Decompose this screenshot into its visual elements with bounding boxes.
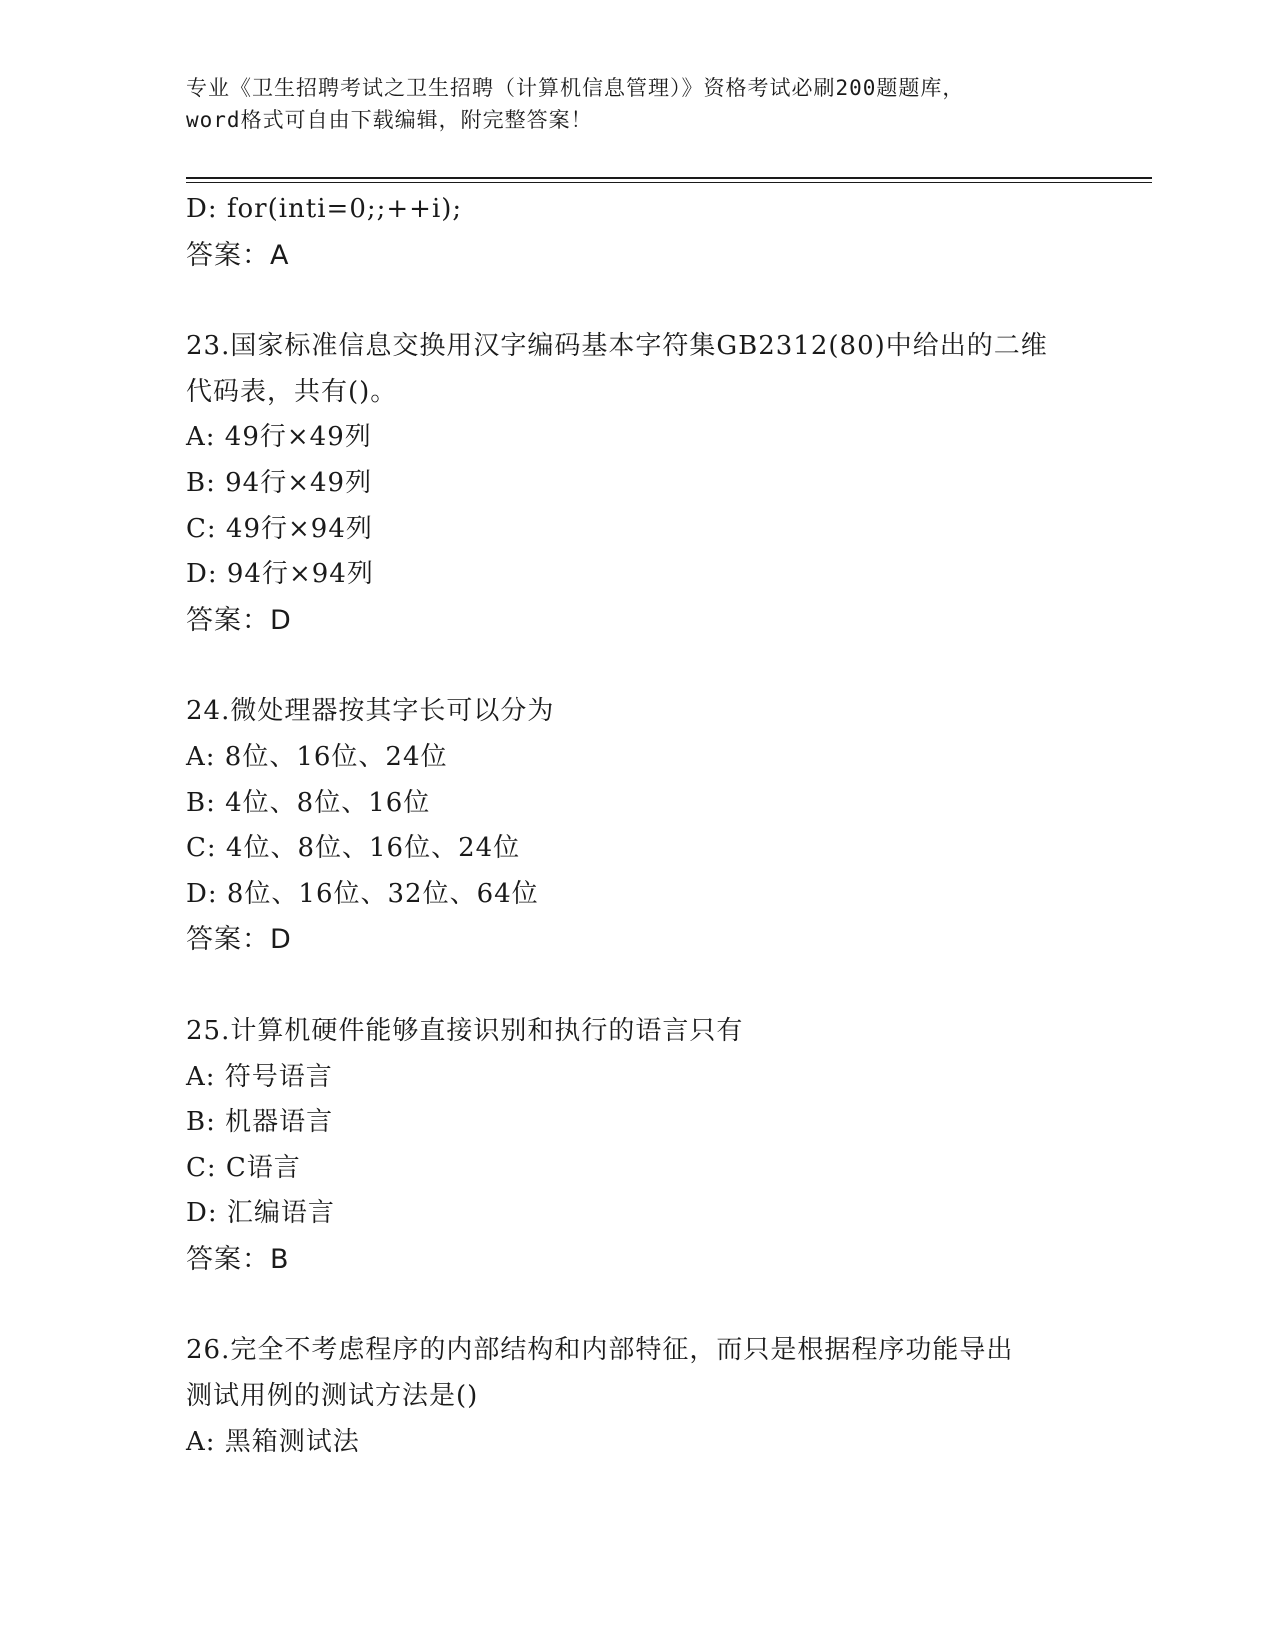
question-stem: 25.计算机硬件能够直接识别和执行的语言只有 bbox=[186, 1015, 744, 1046]
answer: 答案：D bbox=[186, 924, 292, 956]
question-stem: 24.微处理器按其字长可以分为 bbox=[186, 696, 555, 727]
option-c: C: 49行×94列 bbox=[186, 513, 373, 544]
document-header bbox=[186, 72, 1086, 136]
option-a: A: 符号语言 bbox=[186, 1061, 333, 1092]
question-stem-continued: 测试用例的测试方法是() bbox=[186, 1381, 479, 1412]
option-a: A: 8位、16位、24位 bbox=[186, 741, 448, 772]
question-stem: 26.完全不考虑程序的内部结构和内部特征，而只是根据程序功能导出 bbox=[186, 1335, 1014, 1366]
answer: 答案：A bbox=[186, 239, 290, 271]
question-stem-continued: 代码表，共有()。 bbox=[186, 376, 398, 407]
option-b: B: 94行×49列 bbox=[186, 467, 373, 498]
spacer bbox=[186, 963, 1086, 1009]
answer: 答案：B bbox=[186, 1243, 290, 1275]
option-d: D: for(inti=0;;++i); bbox=[186, 194, 463, 224]
option-a: A: 黑箱测试法 bbox=[186, 1426, 360, 1457]
header-divider-thick bbox=[186, 177, 1152, 179]
question-list bbox=[186, 187, 1086, 1465]
option-d: D: 汇编语言 bbox=[186, 1198, 335, 1229]
spacer bbox=[186, 278, 1086, 324]
spacer bbox=[186, 643, 1086, 689]
question-25 bbox=[186, 1009, 1086, 1283]
option-b: B: 机器语言 bbox=[186, 1107, 334, 1138]
answer: 答案：D bbox=[186, 604, 292, 636]
option-c: C: C语言 bbox=[186, 1152, 301, 1183]
question-24 bbox=[186, 689, 1086, 963]
question-stem: 23.国家标准信息交换用汉字编码基本字符集GB2312(80)中给出的二维 bbox=[186, 331, 1048, 362]
question-26 bbox=[186, 1328, 1086, 1465]
option-b: B: 4位、8位、16位 bbox=[186, 787, 431, 818]
question-23 bbox=[186, 324, 1086, 643]
header-line-1: 专业《卫生招聘考试之卫生招聘（计算机信息管理）》资格考试必刷200题题库， bbox=[186, 76, 965, 100]
option-a: A: 49行×49列 bbox=[186, 422, 372, 453]
spacer bbox=[186, 1282, 1086, 1328]
option-c: C: 4位、8位、16位、24位 bbox=[186, 833, 521, 864]
header-divider-thin bbox=[186, 182, 1152, 183]
option-d: D: 8位、16位、32位、64位 bbox=[186, 878, 539, 909]
header-line-2: word格式可自由下载编辑，附完整答案！ bbox=[186, 108, 593, 132]
option-d: D: 94行×94列 bbox=[186, 559, 374, 590]
